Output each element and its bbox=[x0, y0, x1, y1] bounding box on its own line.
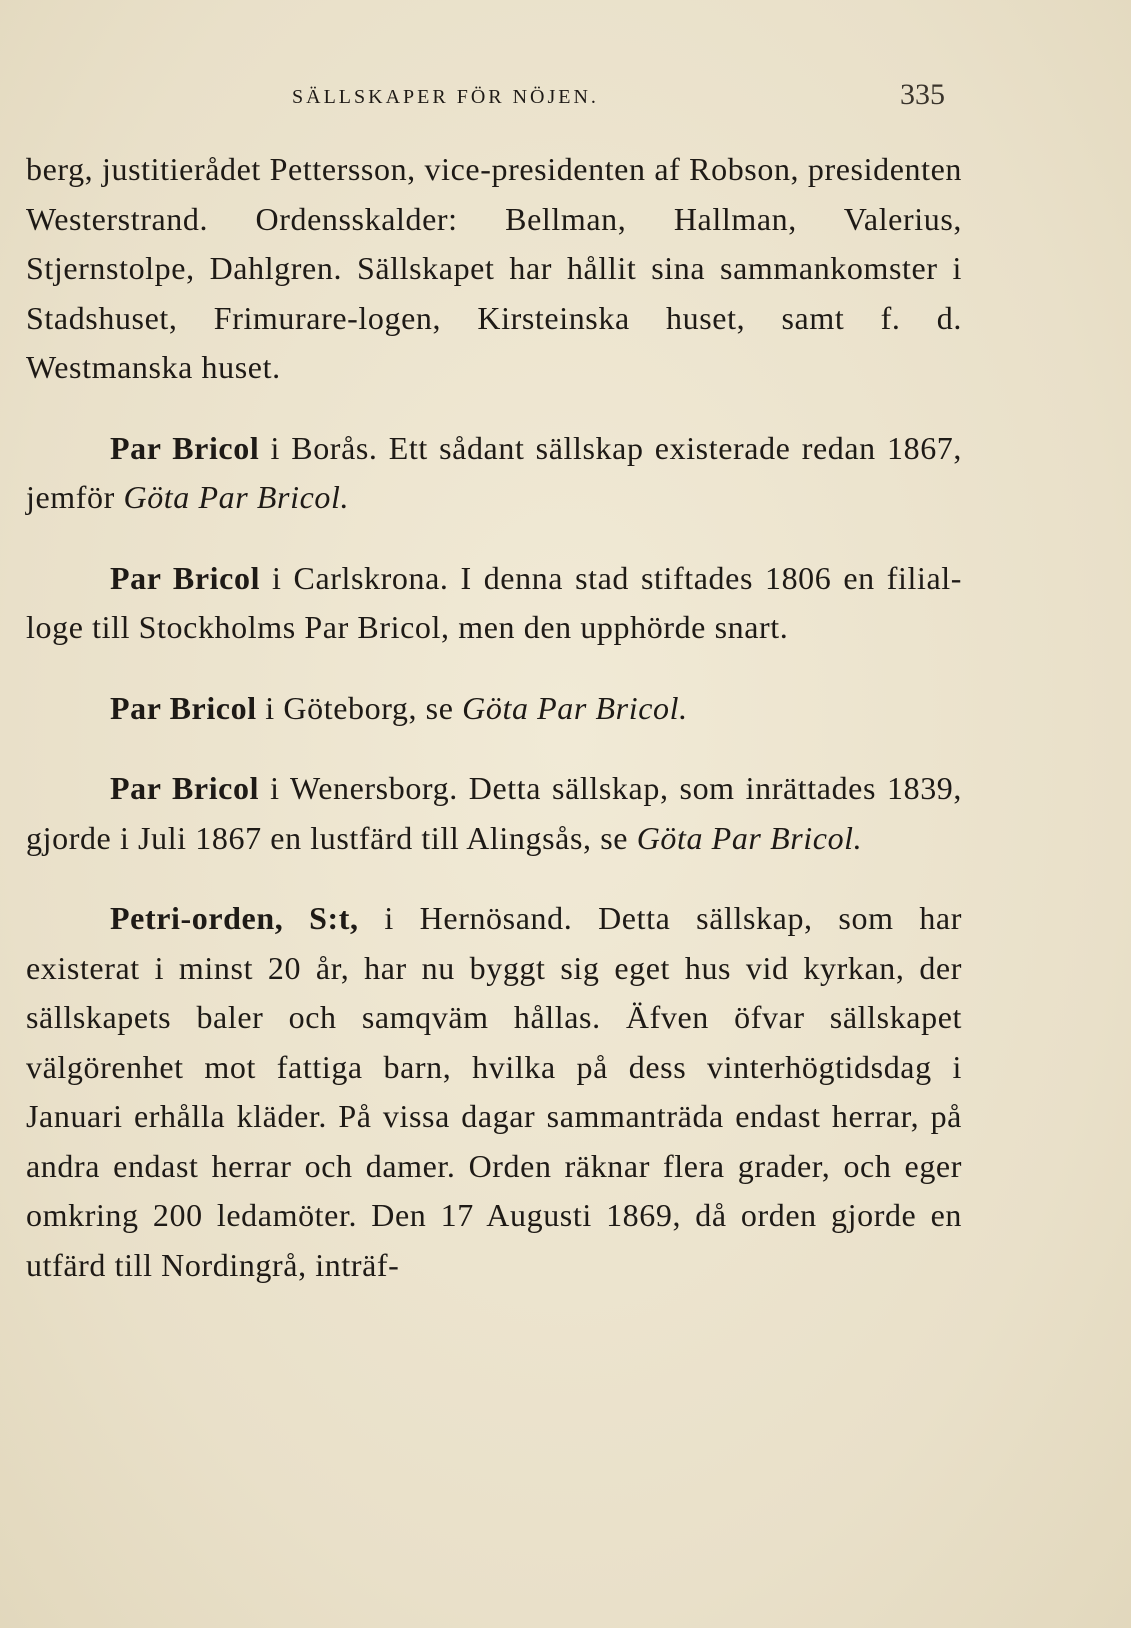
cross-reference: Göta Par Bricol. bbox=[123, 479, 350, 515]
entry-petri-orden bbox=[26, 894, 962, 1290]
entry-par-bricol-carlskrona bbox=[26, 554, 962, 653]
entry-par-bricol-wenersborg bbox=[26, 764, 962, 863]
entry-par-bricol-goteborg bbox=[26, 684, 962, 734]
entry-heading: Par Bricol bbox=[110, 559, 261, 596]
cross-reference: Göta Par Bricol. bbox=[462, 689, 688, 726]
paragraph-text: berg, justitierådet Pettersson, vice-presidenten af Robson, presidenten Westerstrand. Ordensskalder: Bellman, Hallman, Valerius, Stjernstolpe, Dahlgren. Sällskapet har hållit sina sammankomster i Stadshuset, Frimurare-logen, Kirsteinska huset, samt f. d. Westmanska huset. bbox=[26, 151, 962, 385]
paragraph-continuation bbox=[26, 145, 962, 393]
cross-reference: Göta Par Bricol. bbox=[636, 819, 863, 856]
running-title: SÄLLSKAPER FÖR NÖJEN. bbox=[292, 86, 599, 108]
page-number: 335 bbox=[900, 78, 945, 111]
entry-heading: Par Bricol bbox=[110, 689, 257, 726]
entry-par-bricol-boras bbox=[26, 424, 962, 523]
page-header bbox=[0, 78, 1131, 118]
body-text bbox=[26, 145, 962, 1290]
entry-text: i Borås. Ett sådant sällskap existerade redan 1867, jemför bbox=[26, 429, 962, 515]
entry-text: i Hernösand. Detta sällskap, som har existerat i minst 20 år, har nu byggt sig eget hus vid kyrkan, der sällskapets baler och samqväm hållas. Äfven öfvar sällskapet välgörenhet mot fattiga barn, hvilka på dess vinterhögtidsdag i Januari erhålla kläder. På vissa dagar sammanträda endast herrar, på andra endast herrar och damer. Orden räknar flera grader, och eger omkring 200 ledamöter. Den 17 Augusti 1869, då orden gjorde en utfärd till Nordingrå, inträf- bbox=[26, 900, 962, 1283]
entry-heading: Petri-orden, S:t, bbox=[110, 900, 359, 936]
entry-heading: Par Bricol bbox=[110, 770, 260, 806]
entry-text: i Wenersborg. Detta sällskap, som inrättades 1839, gjorde i Juli 1867 en lustfärd till Alingsås, se bbox=[26, 770, 963, 856]
entry-heading: Par Bricol bbox=[110, 429, 260, 466]
entry-text: i Carlskrona. I denna stad stiftades 1806 en filial-loge till Stockholms Par Bricol, men den upphörde snart. bbox=[26, 559, 962, 645]
entry-text: i Göteborg, se bbox=[256, 689, 463, 726]
